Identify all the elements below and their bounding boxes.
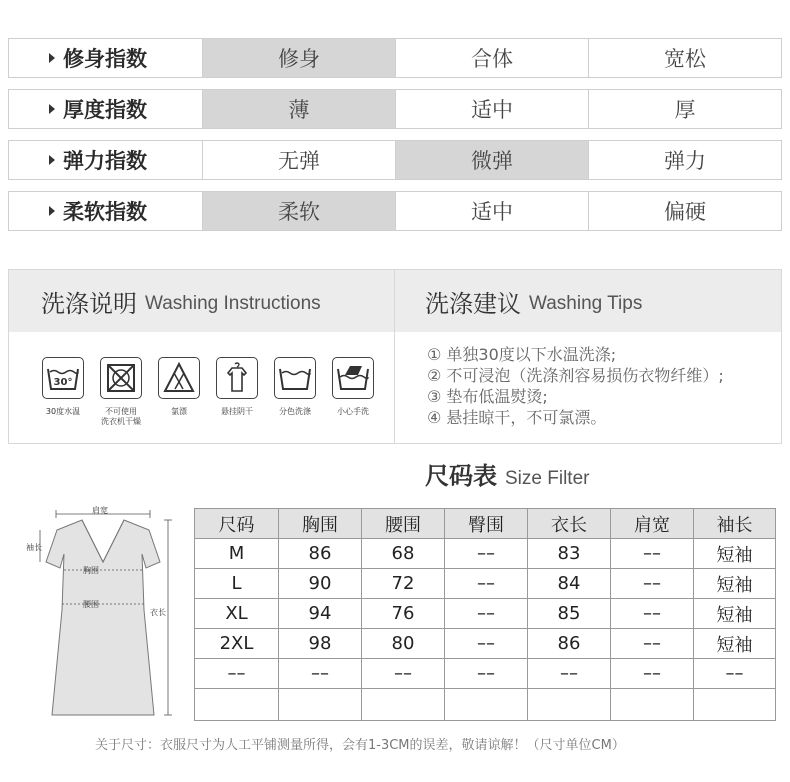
washing-instructions-header — [9, 270, 394, 332]
table-cell: 76 — [362, 599, 445, 629]
index-title-text: 柔软指数 — [63, 200, 147, 224]
table-row — [195, 539, 776, 569]
table-header-cell: 肩宽 — [611, 509, 694, 539]
care-label: 30度水温 — [45, 407, 81, 416]
table-cell: 84 — [528, 569, 611, 599]
table-cell — [362, 689, 445, 721]
table-row — [195, 569, 776, 599]
table-header-cell: 臀围 — [445, 509, 528, 539]
care-label: 悬挂阴干 — [221, 407, 253, 416]
table-cell: –– — [445, 629, 528, 659]
hand-wash-icon — [332, 357, 374, 399]
table-cell: XL — [195, 599, 279, 629]
care-label: 不可使用 洗衣机干燥 — [101, 407, 141, 426]
table-cell — [445, 689, 528, 721]
index-option: 宽松 — [588, 39, 781, 77]
table-row — [195, 659, 776, 689]
table-cell: 90 — [279, 569, 362, 599]
size-note: 关于尺寸：衣服尺寸为人工平铺测量所得，会有1-3CM的误差，敬请谅解！（尺寸单位CM） — [95, 738, 625, 753]
chest-label: 胸围 — [83, 566, 99, 575]
table-header-cell: 尺码 — [195, 509, 279, 539]
table-cell: 68 — [362, 539, 445, 569]
size-title-en: Size Filter — [505, 468, 590, 489]
index-row — [8, 38, 782, 78]
waist-label: 腰围 — [83, 600, 99, 609]
table-cell: –– — [611, 599, 694, 629]
washing-panel — [8, 269, 782, 444]
table-cell: 83 — [528, 539, 611, 569]
care-item — [92, 357, 150, 427]
shoulder-label: 肩宽 — [92, 506, 108, 515]
sleeve-label: 袖长 — [26, 543, 42, 552]
washing-instructions-title: 洗涤说明 — [41, 289, 137, 318]
index-option: 微弹 — [395, 141, 588, 179]
washing-tips-list — [427, 344, 724, 428]
index-title-text: 厚度指数 — [63, 98, 147, 122]
index-row — [8, 89, 782, 129]
index-option: 柔软 — [202, 192, 395, 230]
no-machine-dry-icon — [100, 357, 142, 399]
index-option: 适中 — [395, 90, 588, 128]
index-option: 薄 — [202, 90, 395, 128]
table-cell: M — [195, 539, 279, 569]
table-cell: 72 — [362, 569, 445, 599]
index-option: 修身 — [202, 39, 395, 77]
table-cell: –– — [611, 569, 694, 599]
index-title — [9, 192, 202, 230]
table-cell: –– — [694, 659, 776, 689]
table-cell: 短袖 — [694, 629, 776, 659]
washing-tips-title: 洗涤建议 — [425, 289, 521, 318]
length-label: 衣长 — [150, 608, 166, 617]
washing-tips-header — [395, 270, 781, 332]
table-header-cell: 衣长 — [528, 509, 611, 539]
tip-item: ④ 悬挂晾干，不可氯漂。 — [427, 408, 607, 427]
table-cell — [279, 689, 362, 721]
index-title — [9, 39, 202, 77]
table-cell: –– — [611, 659, 694, 689]
table-cell: –– — [528, 659, 611, 689]
dress-measure-diagram — [20, 500, 192, 726]
table-cell: 98 — [279, 629, 362, 659]
index-option: 弹力 — [588, 141, 781, 179]
table-header-row — [195, 509, 776, 539]
table-cell — [528, 689, 611, 721]
care-label: 氯漂 — [171, 407, 187, 416]
washing-divider — [394, 270, 395, 443]
index-title — [9, 141, 202, 179]
table-cell: 86 — [279, 539, 362, 569]
tip-item: ① 单独30度以下水温洗涤; — [427, 345, 617, 364]
table-cell — [694, 689, 776, 721]
washing-instructions-title-en: Washing Instructions — [145, 293, 321, 314]
table-cell: –– — [445, 569, 528, 599]
tip-item: ③ 垫布低温熨烫; — [427, 387, 548, 406]
size-table — [194, 508, 776, 721]
table-cell: –– — [195, 659, 279, 689]
table-cell: –– — [279, 659, 362, 689]
care-item — [208, 357, 266, 427]
table-cell — [611, 689, 694, 721]
index-option: 偏硬 — [588, 192, 781, 230]
table-row — [195, 599, 776, 629]
table-cell: 80 — [362, 629, 445, 659]
index-title — [9, 90, 202, 128]
care-item — [324, 357, 382, 427]
index-row — [8, 191, 782, 231]
table-cell: –– — [362, 659, 445, 689]
table-row — [195, 629, 776, 659]
triangle-right-icon — [49, 155, 55, 165]
table-cell: 86 — [528, 629, 611, 659]
care-item — [266, 357, 324, 427]
index-option: 无弹 — [202, 141, 395, 179]
triangle-right-icon — [49, 53, 55, 63]
triangle-right-icon — [49, 104, 55, 114]
table-cell: 短袖 — [694, 599, 776, 629]
washing-icons — [34, 357, 382, 427]
table-cell: –– — [611, 539, 694, 569]
washing-tips-title-en: Washing Tips — [529, 293, 643, 314]
hang-dry-icon — [216, 357, 258, 399]
table-cell: –– — [611, 629, 694, 659]
table-cell: 94 — [279, 599, 362, 629]
table-cell — [195, 689, 279, 721]
table-cell: 85 — [528, 599, 611, 629]
table-cell: 2XL — [195, 629, 279, 659]
index-title-text: 修身指数 — [63, 47, 147, 71]
table-cell: –– — [445, 539, 528, 569]
table-header-cell: 袖长 — [694, 509, 776, 539]
care-item — [150, 357, 208, 427]
size-title-cn: 尺码表 — [425, 462, 497, 490]
care-label: 小心手洗 — [337, 407, 369, 416]
index-option: 厚 — [588, 90, 781, 128]
bleach-icon — [158, 357, 200, 399]
wash-temperature: 30° — [53, 377, 73, 388]
table-cell: 短袖 — [694, 539, 776, 569]
separate-wash-icon — [274, 357, 316, 399]
index-option: 合体 — [395, 39, 588, 77]
table-cell: –– — [445, 659, 528, 689]
index-row — [8, 140, 782, 180]
size-chart-title — [425, 456, 589, 491]
care-item — [34, 357, 92, 427]
table-header-cell: 腰围 — [362, 509, 445, 539]
wash-30-icon — [42, 357, 84, 399]
tip-item: ② 不可浸泡（洗涤剂容易损伤衣物纤维）; — [427, 366, 724, 385]
table-header-cell: 胸围 — [279, 509, 362, 539]
table-cell: 短袖 — [694, 569, 776, 599]
index-title-text: 弹力指数 — [63, 149, 147, 173]
table-row — [195, 689, 776, 721]
triangle-right-icon — [49, 206, 55, 216]
table-cell: –– — [445, 599, 528, 629]
index-option: 适中 — [395, 192, 588, 230]
table-cell: L — [195, 569, 279, 599]
care-label: 分色洗涤 — [279, 407, 311, 416]
